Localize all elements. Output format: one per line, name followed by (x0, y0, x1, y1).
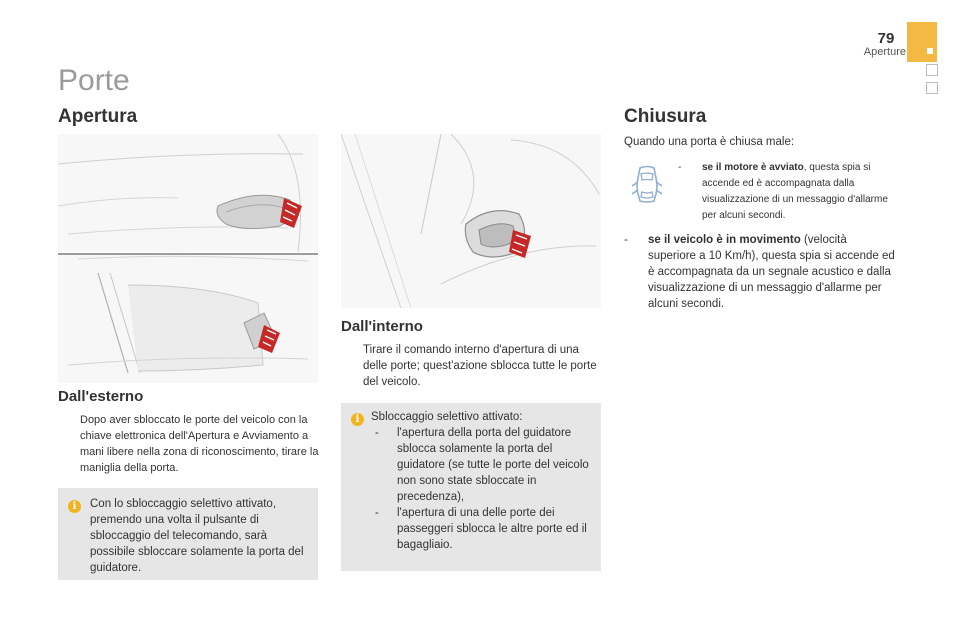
esterno-instruction (58, 412, 320, 476)
car-side-illustration (58, 255, 318, 383)
door-open-warning-icon (632, 164, 662, 204)
exterior-handle-illustration (58, 134, 318, 252)
interno-heading: Dall'interno (341, 318, 423, 335)
interno-info-note (341, 403, 601, 571)
list-item (371, 425, 591, 505)
esterno-instruction-text: Dopo aver sbloccato le porte del veicolo con la chiave elettronica dell'Apertura e Avviamento a mani libere nella zona di riconoscimento, tirare la maniglia della porta. (80, 414, 319, 474)
interno-instruction (341, 342, 603, 390)
tab-dot (927, 48, 933, 54)
info-icon: i (351, 413, 364, 426)
interno-instruction-text: Tirare il comando interno d'apertura di una delle porte; quest'azione sblocca tutte le porte del veicolo. (363, 344, 597, 388)
esterno-heading: Dall'esterno (58, 388, 144, 405)
chiusura-heading: Chiusura (624, 106, 707, 127)
list-item (371, 505, 591, 553)
page-title: Porte (58, 64, 130, 97)
tab-box (926, 82, 938, 94)
dash-bullet: - (624, 234, 628, 246)
section-tab-marker (907, 22, 937, 62)
list-item-text: l'apertura di una delle porte dei passeggeri sblocca le altre porte ed il bagagliaio. (397, 507, 587, 551)
dash-bullet: - (375, 427, 379, 439)
vehicle-moving-bold: se il veicolo è in movimento (648, 234, 801, 246)
engine-running-warning (678, 160, 890, 224)
esterno-note-text: Con lo sbloccaggio selettivo attivato, premendo una volta il pulsante di sbloccaggio del telecomando, sarà possibile sbloccare solamente la porta del guidatore. (90, 498, 304, 574)
apertura-heading: Apertura (58, 106, 138, 127)
vehicle-moving-warning (624, 232, 896, 312)
engine-running-bold: se il motore è avviato (702, 162, 804, 173)
page-number: 79 (877, 30, 895, 47)
dash-bullet: - (375, 507, 379, 519)
vehicle-moving-text: (velocità superiore a 10 Km/h), questa spia si accende ed è accompagnata da un segnale acustico e dalla visualizzazione di un messaggio d'allarme per alcuni secondi. (648, 234, 895, 310)
chiusura-intro: Quando una porta è chiusa male: (624, 136, 795, 148)
dash-bullet: - (678, 162, 682, 173)
section-label: Aperture (863, 46, 906, 58)
info-icon: i (68, 500, 81, 513)
list-item-text: l'apertura della porta del guidatore sblocca solamente la porta del guidatore (se tutte le porte del veicolo non sono state sbloccate in precedenza), (397, 427, 589, 503)
interior-handle-illustration (341, 134, 601, 308)
tab-box (926, 64, 938, 76)
esterno-info-note (58, 488, 318, 580)
interno-note-title: Sbloccaggio selettivo attivato: (371, 411, 523, 423)
engine-running-text: , questa spia si accende ed è accompagnata dalla visualizzazione di un messaggio d'allarme per alcuni secondi. (702, 162, 888, 221)
